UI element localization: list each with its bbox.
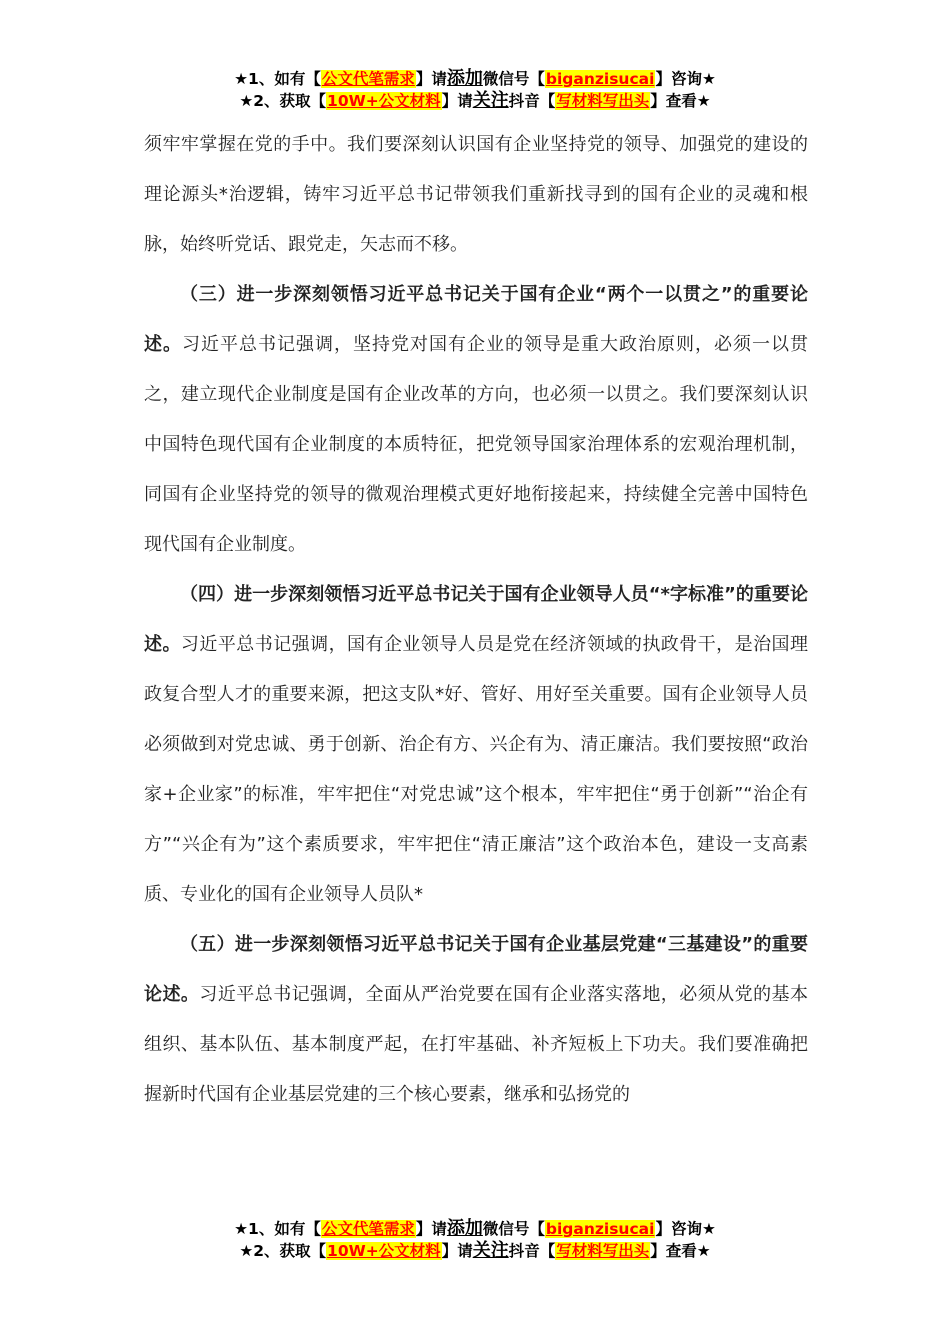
promo-emphasis: 关注: [472, 1240, 509, 1261]
promo-banner-bottom: [0, 1218, 950, 1262]
promo-highlight: 10W+公文材料: [327, 1242, 441, 1260]
paragraph-section-4: [144, 570, 808, 920]
section-heading: （五）进一步深刻领悟习近平总书记关于国有企业基层党建“三基建设”的重要论述。: [144, 934, 808, 1005]
promo-text: ★1、如有【: [234, 70, 321, 88]
douyin-id-highlight: 写材料写出头: [556, 92, 650, 110]
promo-line-1: [0, 68, 950, 90]
paragraph-section-5: [144, 920, 808, 1120]
section-text: 习近平总书记强调，坚持党对国有企业的领导是重大政治原则，必须一以贯之，建立现代企业制度是国有企业改革的方向，也必须一以贯之。我们要深刻认识中国特色现代国有企业制度的本质特征，把党领导国家治理体系的宏观治理机制，同国有企业坚持党的领导的微观治理模式更好地衔接起来，持续健全完善中国特色现代国有企业制度。: [144, 334, 808, 555]
promo-line-1: [0, 1218, 950, 1240]
wechat-id-highlight: biganzisucai: [545, 70, 655, 88]
promo-text: 抖音【: [508, 1242, 556, 1260]
promo-text: 】查看★: [650, 92, 711, 110]
promo-text: 】咨询★: [655, 70, 716, 88]
promo-banner-top: [0, 68, 950, 112]
promo-text: 抖音【: [508, 92, 556, 110]
promo-text: 】请: [441, 1242, 473, 1260]
promo-text: 】请: [415, 1220, 447, 1238]
section-heading: （三）进一步深刻领悟习近平总书记关于国有企业“两个一以贯之”的重要论述。: [144, 284, 808, 355]
paragraph-continuation: 须牢牢掌握在党的手中。我们要深刻认识国有企业坚持党的领导、加强党的建设的理论源头*治逻辑，铸牢习近平总书记带领我们重新找寻到的国有企业的灵魂和根脉，始终听党话、跟党走，矢志而不移。: [144, 134, 808, 255]
promo-text: 】请: [441, 92, 473, 110]
douyin-id-highlight: 写材料写出头: [556, 1242, 650, 1260]
wechat-id-highlight: biganzisucai: [545, 1220, 655, 1238]
promo-text: 】请: [415, 70, 447, 88]
promo-highlight: 10W+公文材料: [327, 92, 441, 110]
promo-highlight: 公文代笔需求: [321, 1220, 415, 1238]
promo-highlight: 公文代笔需求: [321, 70, 415, 88]
promo-line-2: [0, 1240, 950, 1262]
promo-text: 】咨询★: [655, 1220, 716, 1238]
promo-line-2: [0, 90, 950, 112]
section-text: 习近平总书记强调，全面从严治党要在国有企业落实落地，必须从党的基本组织、基本队伍、基本制度严起，在打牢基础、补齐短板上下功夫。我们要准确把握新时代国有企业基层党建的三个核心要素，继承和弘扬党的: [144, 984, 809, 1105]
promo-text: 微信号【: [482, 1220, 545, 1238]
promo-emphasis: 添加: [446, 1218, 483, 1239]
paragraph-section-3: [144, 270, 808, 570]
document-body: [144, 120, 808, 1120]
promo-text: ★2、获取【: [239, 1242, 327, 1260]
promo-text: ★2、获取【: [239, 92, 327, 110]
promo-emphasis: 关注: [472, 90, 509, 111]
promo-text: ★1、如有【: [234, 1220, 321, 1238]
promo-emphasis: 添加: [446, 68, 483, 89]
section-heading: （四）进一步深刻领悟习近平总书记关于国有企业领导人员“*字标准”的重要论述。: [144, 584, 808, 655]
promo-text: 】查看★: [650, 1242, 711, 1260]
promo-text: 微信号【: [482, 70, 545, 88]
section-text: 习近平总书记强调，国有企业领导人员是党在经济领域的执政骨干，是治国理政复合型人才的重要来源，把这支队*好、管好、用好至关重要。国有企业领导人员必须做到对党忠诚、勇于创新、治企有方、兴企有为、清正廉洁。我们要按照“政治家+企业家”的标准，牢牢把住“对党忠诚”这个根本，牢牢把住“勇于创新”“治企有方”“兴企有为”这个素质要求，牢牢把住“清正廉洁”这个政治本色，建设一支高素质、专业化的国有企业领导人员队*: [144, 634, 809, 905]
